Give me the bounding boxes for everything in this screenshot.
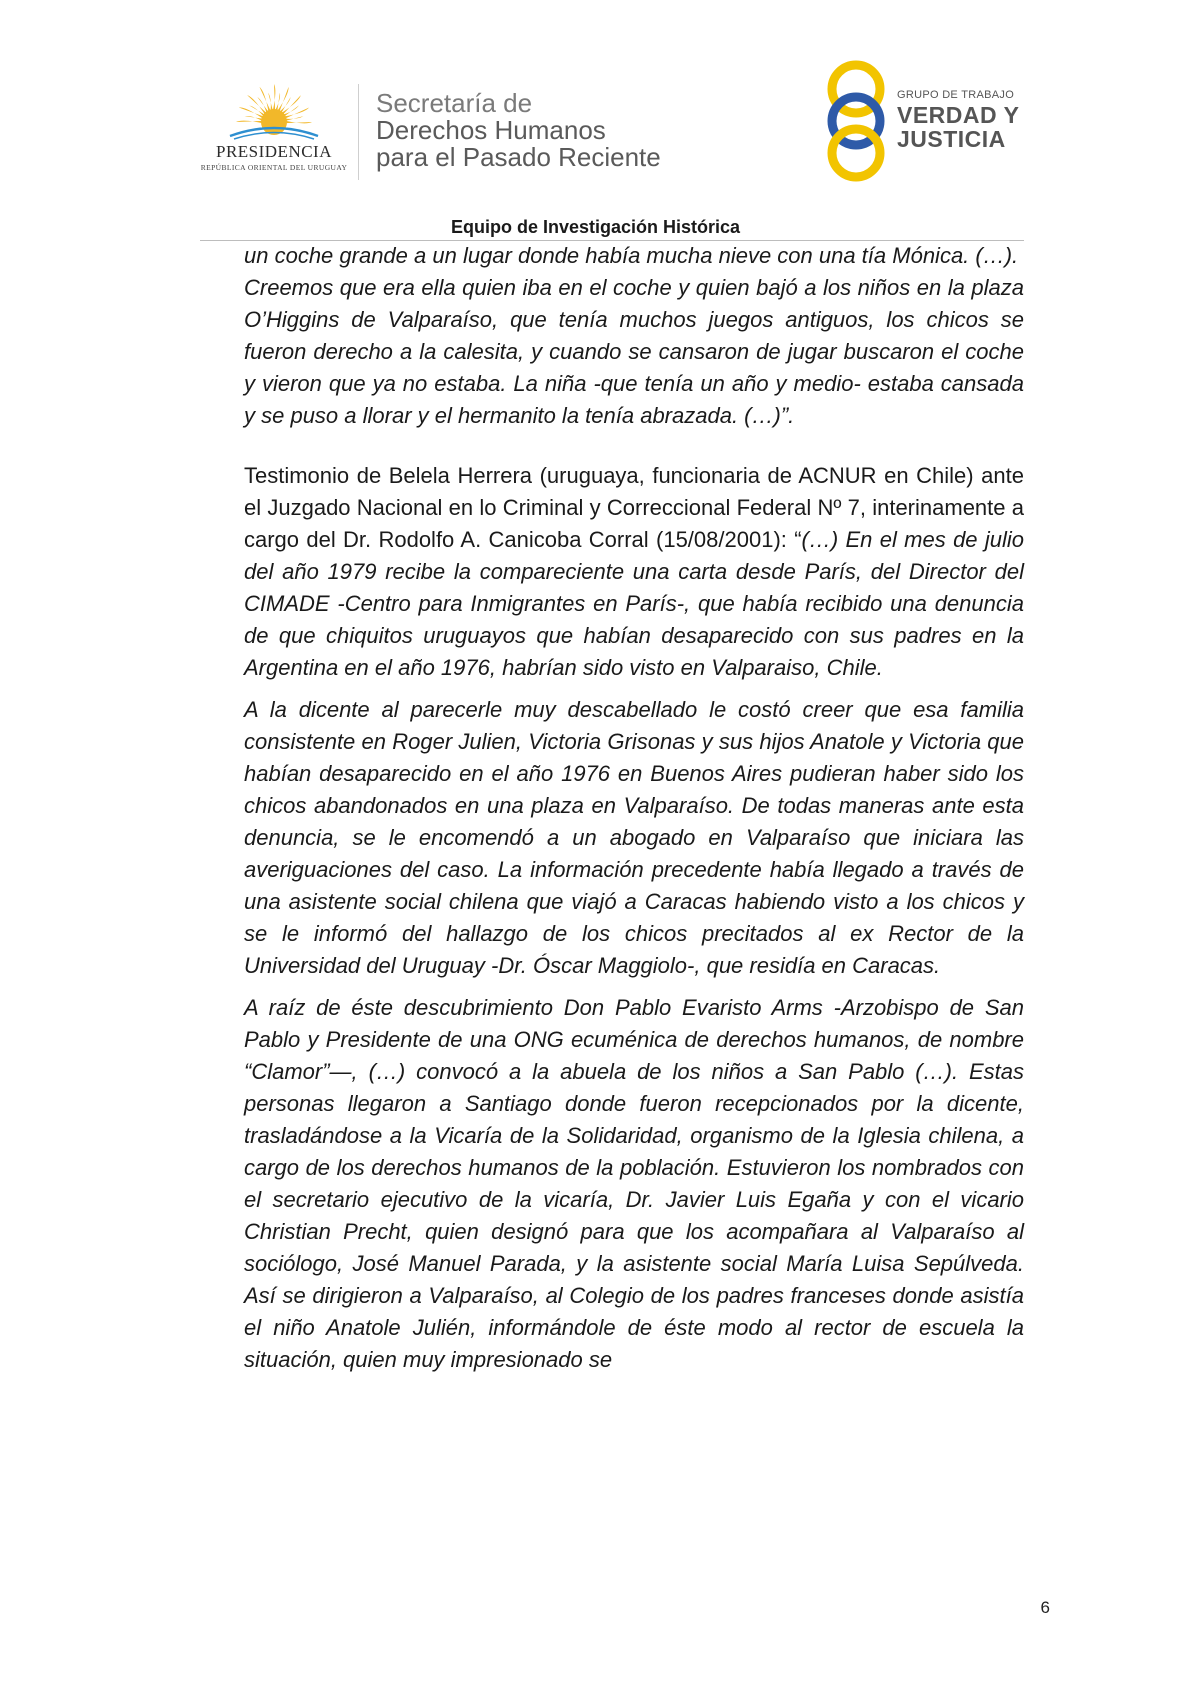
sun-disc xyxy=(261,109,287,135)
secretaria-line-3: para el Pasado Reciente xyxy=(376,142,661,172)
secretaria-line-2: Derechos Humanos xyxy=(376,115,606,145)
page-header xyxy=(0,0,1191,240)
paragraph-4: A la dicente al parecerle muy descabellado le costó creer que esa familia consistente en Roger Julien, Victoria Grisonas y sus hijos Anatole y Victoria que habían desaparecido en el año 1976 en Buenos Aires pudieran haber sido los chicos abandonados en una plaza en Valparaíso. De todas maneras ante esta denuncia, se le encomendó a un abogado en Valparaíso que iniciara las averiguaciones del caso. La información precedente había llegado a través de una asistente social chilena que viajó a Caracas habiendo visto a los chicos y se le informó del hallazgo de los chicos precitados al ex Rector de la Universidad del Uruguay -Dr. Óscar Maggiolo-, que residía en Caracas. xyxy=(244,697,1024,978)
interlocking-rings-icon xyxy=(823,55,893,185)
grupo-title-line-1: VERDAD Y xyxy=(897,102,1020,128)
grupo-label: GRUPO DE TRABAJO xyxy=(897,89,1015,101)
paragraph-1: un coche grande a un lugar donde había mucha nieve con una tía Mónica. (…). xyxy=(244,243,1019,268)
sun-ray xyxy=(273,84,275,110)
secretaria-title xyxy=(376,90,661,171)
sun-ray xyxy=(275,93,280,111)
grupo-title xyxy=(897,103,1019,151)
paragraph-2: Creemos que era ella quien iba en el coche y quien bajó a los niños en la plaza O’Higgins de Valparaíso, que tenía muchos juegos antiguos, los chicos se fueron derecho a la calesita, y cuando se cansaron de jugar buscaron el coche y vieron que ya no estaba. La niña -que tenía un año y medio- estaba cansada y se puso a llorar y el hermanito la tenía abrazada. (…)”. xyxy=(244,275,1024,428)
paragraph-5: A raíz de éste descubrimiento Don Pablo Evaristo Arms -Arzobispo de San Pablo y Presidente de una ONG ecuménica de derechos humanos, de nombre “Clamor”—, (…) convocó a la abuela de los niños a San Pablo (…). Estas personas llegaron a Santiago donde fueron recepcionados por la dicente, trasladándose a la Vicaría de la Solidaridad, organismo de la Iglesia chilena, a cargo de los derechos humanos de la población. Estuvieron los nombrados con el secretario ejecutivo de la vicaría, Dr. Javier Luis Egaña y con el vicario Christian Precht, quien designó para que los acompañara al Valparaíso al sociólogo, José Manuel Parada, y la asistente social María Luisa Sepúlveda. Así se dirigieron a Valparaíso, al Colegio de los padres franceses donde asistía el niño Anatole Julién, informándole de éste modo al rector de escuela la situación, quien muy impresionado se xyxy=(244,995,1024,1372)
team-heading: Equipo de Investigación Histórica xyxy=(450,217,741,237)
page-number: 6 xyxy=(1040,1598,1050,1617)
presidencia-subtitle: REPÚBLICA ORIENTAL DEL URUGUAY xyxy=(200,163,348,172)
sun-ray xyxy=(286,121,312,123)
header-divider xyxy=(358,84,359,180)
sun-emblem-icon xyxy=(228,82,320,140)
paragraph-3-quote: (…) En el mes de julio del año 1979 recibe la compareciente una carta desde París, del Director del CIMADE -Centro para Inmigrantes en París-, que había recibido una denuncia de que chiquitos uruguayos que habían desaparecido con sus padres en la Argentina en el año 1976, habrían sido visto en Valparaiso, Chile. xyxy=(244,527,1024,680)
secretaria-line-1: Secretaría de xyxy=(376,88,533,118)
document-body xyxy=(244,240,1024,1376)
sun-ray xyxy=(245,116,263,121)
grupo-title-line-2: JUSTICIA xyxy=(897,126,1006,152)
paragraph-3-intro: Testimonio de Belela Herrera (uruguaya, funcionaria de ACNUR en Chile) ante el Juzgado Nacional en lo Criminal y Correccional Federal Nº 7, interinamente a cargo del Dr. Rodolfo A. Canicoba Corral (15/08/2001): “ xyxy=(244,463,1024,552)
presidencia-name: PRESIDENCIA xyxy=(215,142,332,161)
sun-ray xyxy=(236,121,262,123)
paragraph-3 xyxy=(244,460,1024,684)
verdad-justicia-logo xyxy=(823,55,1043,185)
presidencia-logo xyxy=(198,82,350,182)
